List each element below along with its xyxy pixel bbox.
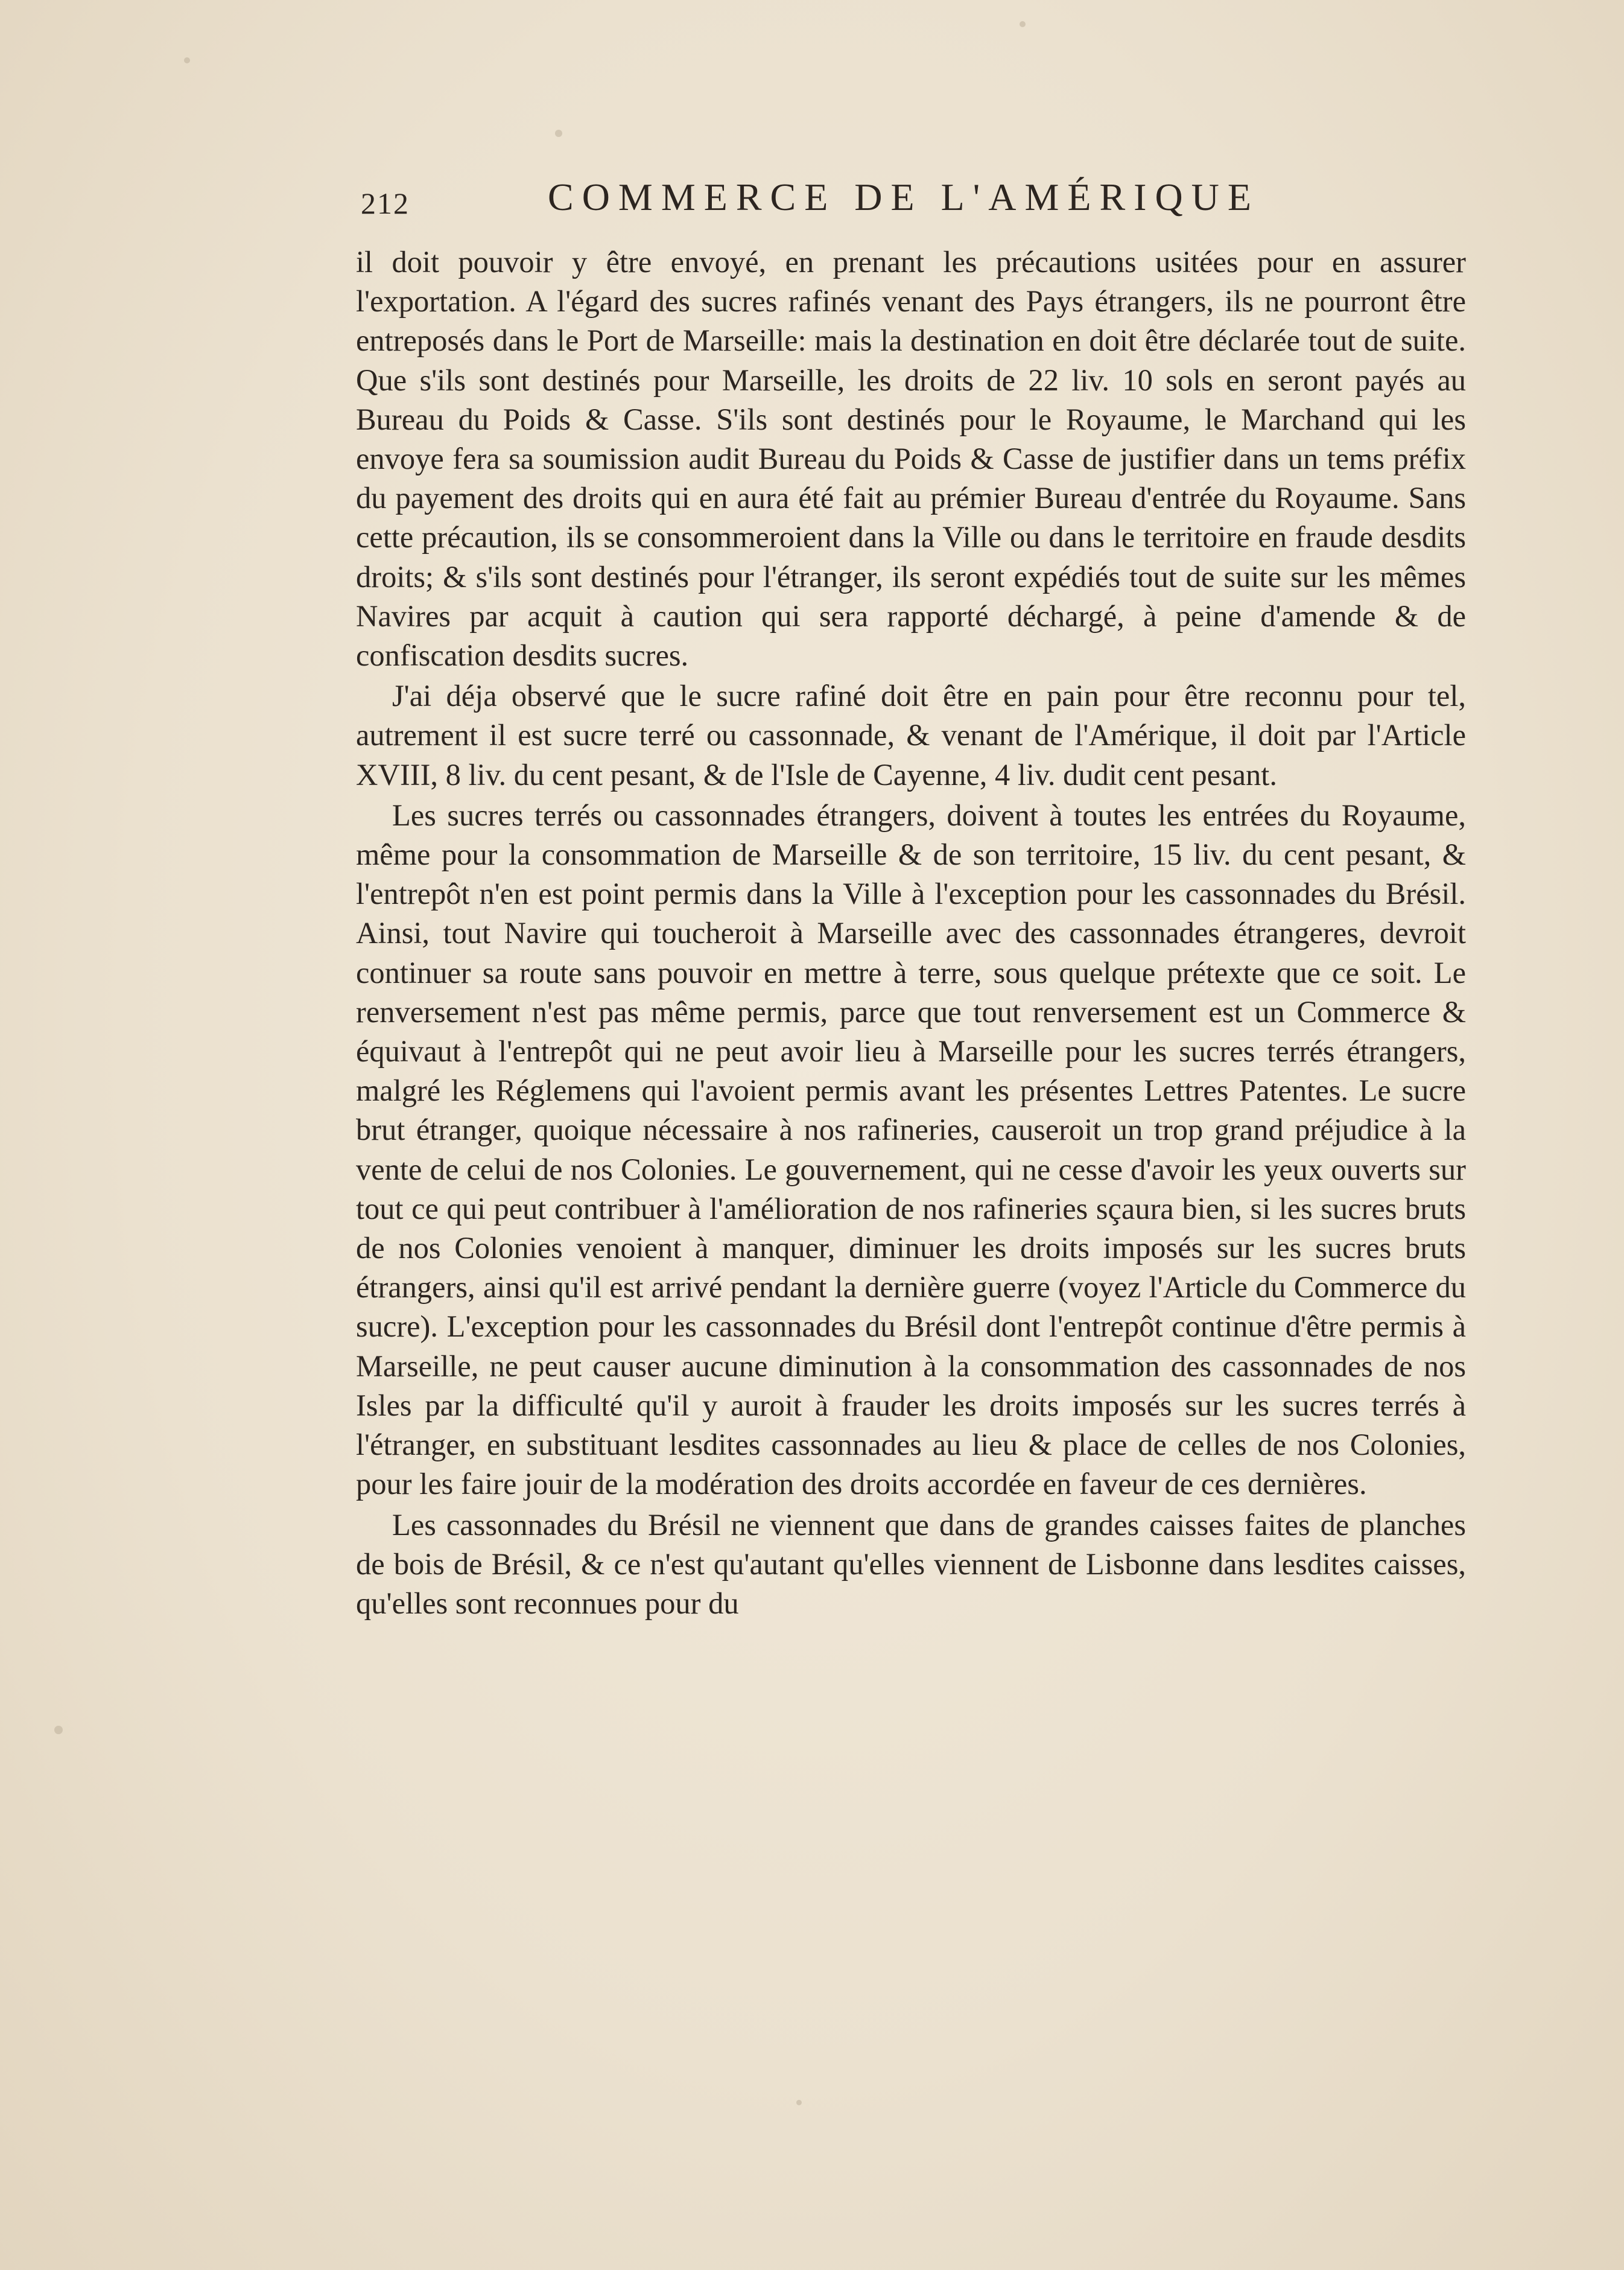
paragraph: il doit pouvoir y être envoyé, en prenant les précautions usitées pour en assurer l'exportation. A l'égard des sucres rafinés venant des Pays étrangers, ils ne pourront être entreposés dans le Port de Marseille: mais la destination en doit être déclarée tout de suite. Que s'ils sont destinés pour Marseille, les droits de 22 liv. 10 sols en seront payés au Bureau du Poids & Casse. S'ils sont destinés pour le Royaume, le Marchand qui les envoye fera sa soumission audit Bureau du Poids & Casse de justifier dans un tems préfix du payement des droits qui en aura été fait au prémier Bureau d'entrée du Royaume. Sans cette précaution, ils se consommeroient dans la Ville ou dans le territoire en fraude desdits droits; & s'ils sont destinés pour l'étranger, ils seront expédiés tout de suite sur les mêmes Navires par acquit à caution qui sera rapporté déchargé, à peine d'amende & de confiscation desdits sucres. [356,245,1466,673]
paragraph: J'ai déja observé que le sucre rafiné doit être en pain pour être reconnu pour tel, autrement il est sucre terré ou cassonnade, & venant de l'Amérique, il doit par l'Article XVIII, 8 liv. du cent pesant, & de l'Isle de Cayenne, 4 liv. dudit cent pesant. [356,679,1466,792]
running-title: COMMERCE DE L'AMÉRIQUE [548,176,1260,218]
page-number: 212 [361,186,410,220]
paragraph: Les sucres terrés ou cassonnades étrangers, doivent à toutes les entrées du Royaume, même pour la consommation de Marseille & de son territoire, 15 liv. du cent pesant, & l'entrepôt n'en est point permis dans la Ville à l'exception pour les cassonnades du Brésil. Ainsi, tout Navire qui toucheroit à Marseille avec des cassonnades étrangeres, devroit continuer sa route sans pouvoir en mettre à terre, sous quelque prétexte que ce soit. Le renversement n'est pas même permis, parce que tout renversement est un Commerce & équivaut à l'entrepôt qui ne peut avoir lieu à Marseille pour les sucres terrés étrangers, malgré les Réglemens qui l'avoient permis avant les présentes Lettres Patentes. Le sucre brut étranger, quoique nécessaire à nos rafineries, causeroit un trop grand préjudice à la vente de celui de nos Colonies. Le gouvernement, qui ne cesse d'avoir les yeux ouverts sur tout ce qui peut contribuer à l'amélioration de nos rafineries sçaura bien, si les sucres bruts de nos Colonies venoient à manquer, diminuer les droits imposés sur les sucres bruts étrangers, ainsi qu'il est arrivé pendant la dernière guerre (voyez l'Article du Commerce du sucre). L'exception pour les cassonnades du Brésil dont l'entrepôt continue d'être permis à Marseille, ne peut causer aucune diminution à la consommation des cassonnades de nos Isles par la difficulté qu'il y auroit à frauder les droits imposés sur les sucres terrés à l'étranger, en substituant lesdites cassonnades au lieu & place de celles de nos Colonies, pour les faire jouir de la modération des droits accordée en faveur de ces dernières. [356,798,1466,1501]
paper-foxing-spot [555,130,562,137]
paper-foxing-spot [1020,21,1026,27]
paragraph: Les cassonnades du Brésil ne viennent que dans de grandes caisses faites de planches de bois de Brésil, & ce n'est qu'autant qu'elles viennent de Lisbonne dans lesdites caisses, qu'elles sont reconnues pour du [356,1507,1466,1620]
paper-foxing-spot [54,1726,63,1734]
page-header [361,175,1356,229]
paper-foxing-spot [796,2100,802,2105]
body-text [356,243,1466,1623]
paper-foxing-spot [184,57,190,63]
